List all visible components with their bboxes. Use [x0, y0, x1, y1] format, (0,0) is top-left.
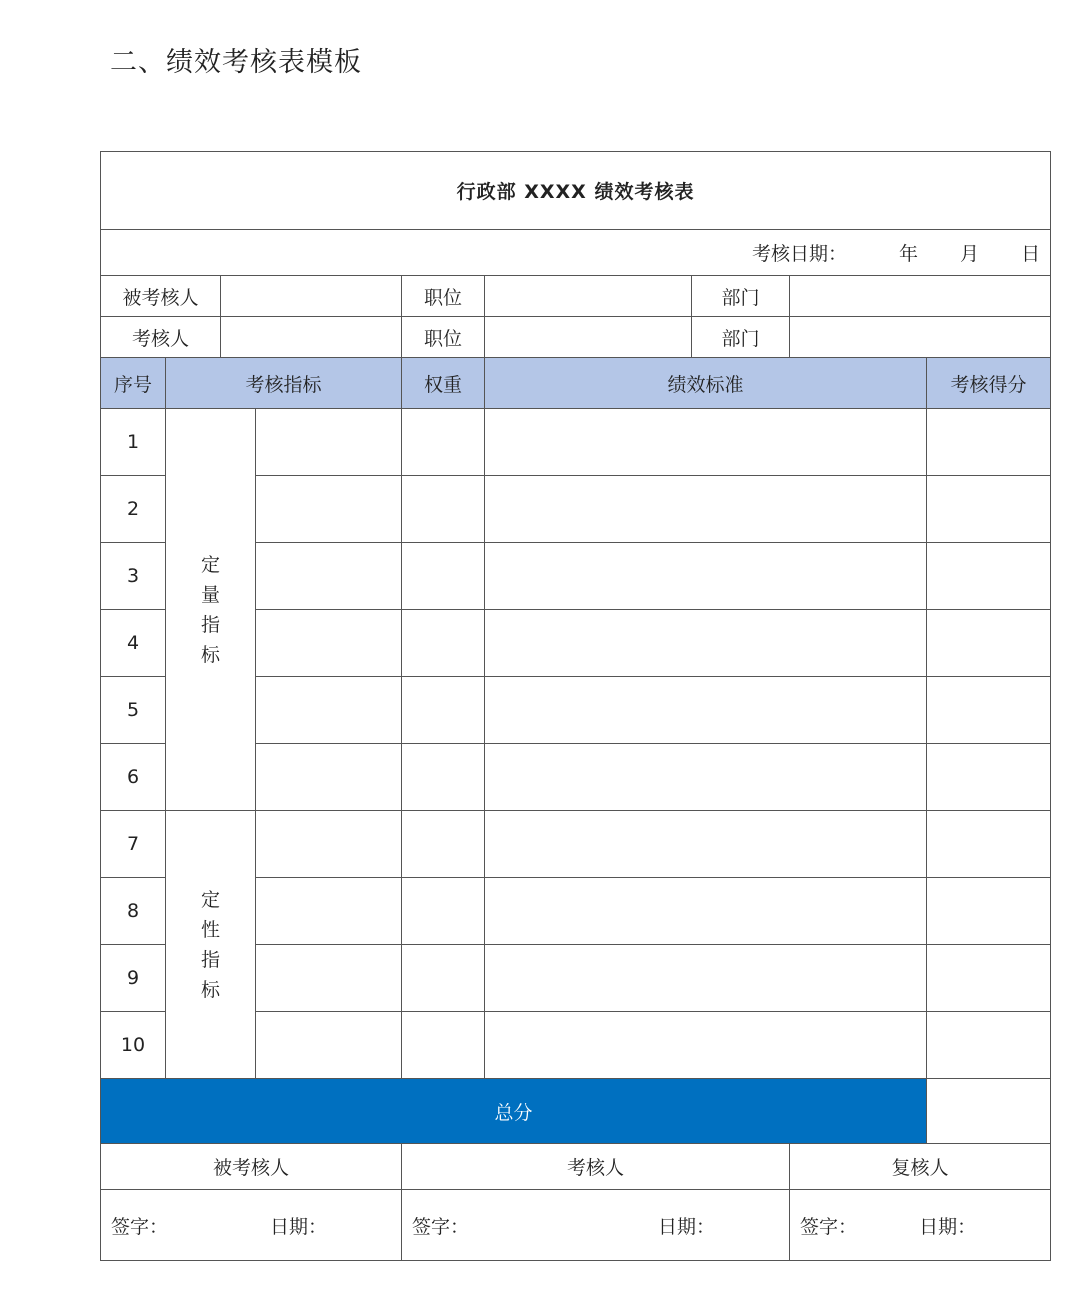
column-header-standard: 绩效标准 [485, 358, 927, 409]
assessor-position-label: 职位 [402, 317, 485, 358]
score-cell[interactable] [927, 945, 1051, 1012]
score-cell[interactable] [927, 409, 1051, 476]
weight-cell[interactable] [402, 744, 485, 811]
score-cell[interactable] [927, 677, 1051, 744]
row-number: 1 [101, 409, 166, 476]
standard-cell[interactable] [485, 744, 927, 811]
weight-cell[interactable] [402, 878, 485, 945]
row-number: 10 [101, 1012, 166, 1079]
column-header-score: 考核得分 [927, 358, 1051, 409]
weight-cell[interactable] [402, 610, 485, 677]
quantitative-group-label [166, 409, 256, 811]
qualitative-group-label [166, 811, 256, 1079]
standard-cell[interactable] [485, 409, 927, 476]
assessee-label: 被考核人 [101, 276, 221, 317]
signoff-header-row [101, 1144, 1051, 1190]
standard-cell[interactable] [485, 878, 927, 945]
score-cell[interactable] [927, 543, 1051, 610]
indicator-cell[interactable] [256, 543, 402, 610]
appraisal-date-label: 考核日期： [752, 243, 848, 265]
signature-date-label: 日期： [657, 1215, 715, 1238]
indicator-cell[interactable] [256, 1012, 402, 1079]
score-cell[interactable] [927, 811, 1051, 878]
signoff-reviewer-header: 复核人 [790, 1144, 1051, 1190]
assessee-position-label: 职位 [402, 276, 485, 317]
group-char: 标 [200, 643, 220, 666]
score-cell[interactable] [927, 610, 1051, 677]
assessee-position-field[interactable] [485, 276, 692, 317]
score-cell[interactable] [927, 878, 1051, 945]
assessor-row [101, 317, 1051, 358]
indicator-cell[interactable] [256, 610, 402, 677]
score-cell[interactable] [927, 744, 1051, 811]
date-day-label: 日 [1021, 243, 1041, 265]
group-char: 标 [200, 978, 220, 1001]
assessor-signature-field[interactable] [402, 1190, 790, 1261]
row-number: 7 [101, 811, 166, 878]
group-char: 指 [200, 613, 220, 636]
row-number: 6 [101, 744, 166, 811]
row-number: 9 [101, 945, 166, 1012]
form-title: 行政部 XXXX 绩效考核表 [101, 152, 1051, 230]
weight-cell[interactable] [402, 1012, 485, 1079]
signature-label: 签字： [412, 1215, 470, 1238]
group-char: 性 [200, 918, 220, 941]
standard-cell[interactable] [485, 811, 927, 878]
row-number: 2 [101, 476, 166, 543]
appraisal-date-row [101, 230, 1051, 276]
assessee-signature-field[interactable] [101, 1190, 402, 1261]
performance-appraisal-form [100, 151, 1051, 1261]
indicator-cell[interactable] [256, 878, 402, 945]
weight-cell[interactable] [402, 476, 485, 543]
standard-cell[interactable] [485, 610, 927, 677]
standard-cell[interactable] [485, 945, 927, 1012]
assessor-label: 考核人 [101, 317, 221, 358]
indicator-cell[interactable] [256, 744, 402, 811]
group-char: 量 [200, 583, 220, 606]
section-heading: 二、绩效考核表模板 [110, 47, 362, 78]
column-header-seq: 序号 [101, 358, 166, 409]
group-char: 指 [200, 948, 220, 971]
table-row [101, 811, 1051, 878]
score-cell[interactable] [927, 476, 1051, 543]
date-month-label: 月 [960, 243, 980, 265]
assessor-department-field[interactable] [790, 317, 1051, 358]
weight-cell[interactable] [402, 811, 485, 878]
date-year-label: 年 [899, 243, 919, 265]
total-row [101, 1079, 1051, 1144]
signoff-row [101, 1190, 1051, 1261]
column-header-weight: 权重 [402, 358, 485, 409]
group-char: 定 [200, 888, 220, 911]
assessor-department-label: 部门 [692, 317, 790, 358]
weight-cell[interactable] [402, 543, 485, 610]
row-number: 8 [101, 878, 166, 945]
total-score-field[interactable] [927, 1079, 1051, 1144]
table-row [101, 409, 1051, 476]
reviewer-signature-field[interactable] [790, 1190, 1051, 1261]
standard-cell[interactable] [485, 476, 927, 543]
score-cell[interactable] [927, 1012, 1051, 1079]
signature-date-label: 日期： [919, 1215, 977, 1238]
standard-cell[interactable] [485, 1012, 927, 1079]
assessor-position-field[interactable] [485, 317, 692, 358]
signature-label: 签字： [800, 1215, 858, 1238]
column-header-indicator: 考核指标 [166, 358, 402, 409]
assessor-name-field[interactable] [221, 317, 402, 358]
row-number: 3 [101, 543, 166, 610]
indicator-cell[interactable] [256, 409, 402, 476]
indicator-cell[interactable] [256, 811, 402, 878]
row-number: 4 [101, 610, 166, 677]
weight-cell[interactable] [402, 677, 485, 744]
table-header-row [101, 358, 1051, 409]
assessee-row [101, 276, 1051, 317]
total-score-label: 总分 [101, 1079, 927, 1144]
standard-cell[interactable] [485, 677, 927, 744]
indicator-cell[interactable] [256, 677, 402, 744]
signature-date-label: 日期： [269, 1215, 327, 1238]
signoff-assessee-header: 被考核人 [101, 1144, 402, 1190]
weight-cell[interactable] [402, 409, 485, 476]
assessee-name-field[interactable] [221, 276, 402, 317]
standard-cell[interactable] [485, 543, 927, 610]
weight-cell[interactable] [402, 945, 485, 1012]
assessee-department-label: 部门 [692, 276, 790, 317]
indicator-cell[interactable] [256, 476, 402, 543]
signoff-assessor-header: 考核人 [402, 1144, 790, 1190]
group-char: 定 [200, 553, 220, 576]
signature-label: 签字： [111, 1215, 169, 1238]
assessee-department-field[interactable] [790, 276, 1051, 317]
indicator-cell[interactable] [256, 945, 402, 1012]
row-number: 5 [101, 677, 166, 744]
